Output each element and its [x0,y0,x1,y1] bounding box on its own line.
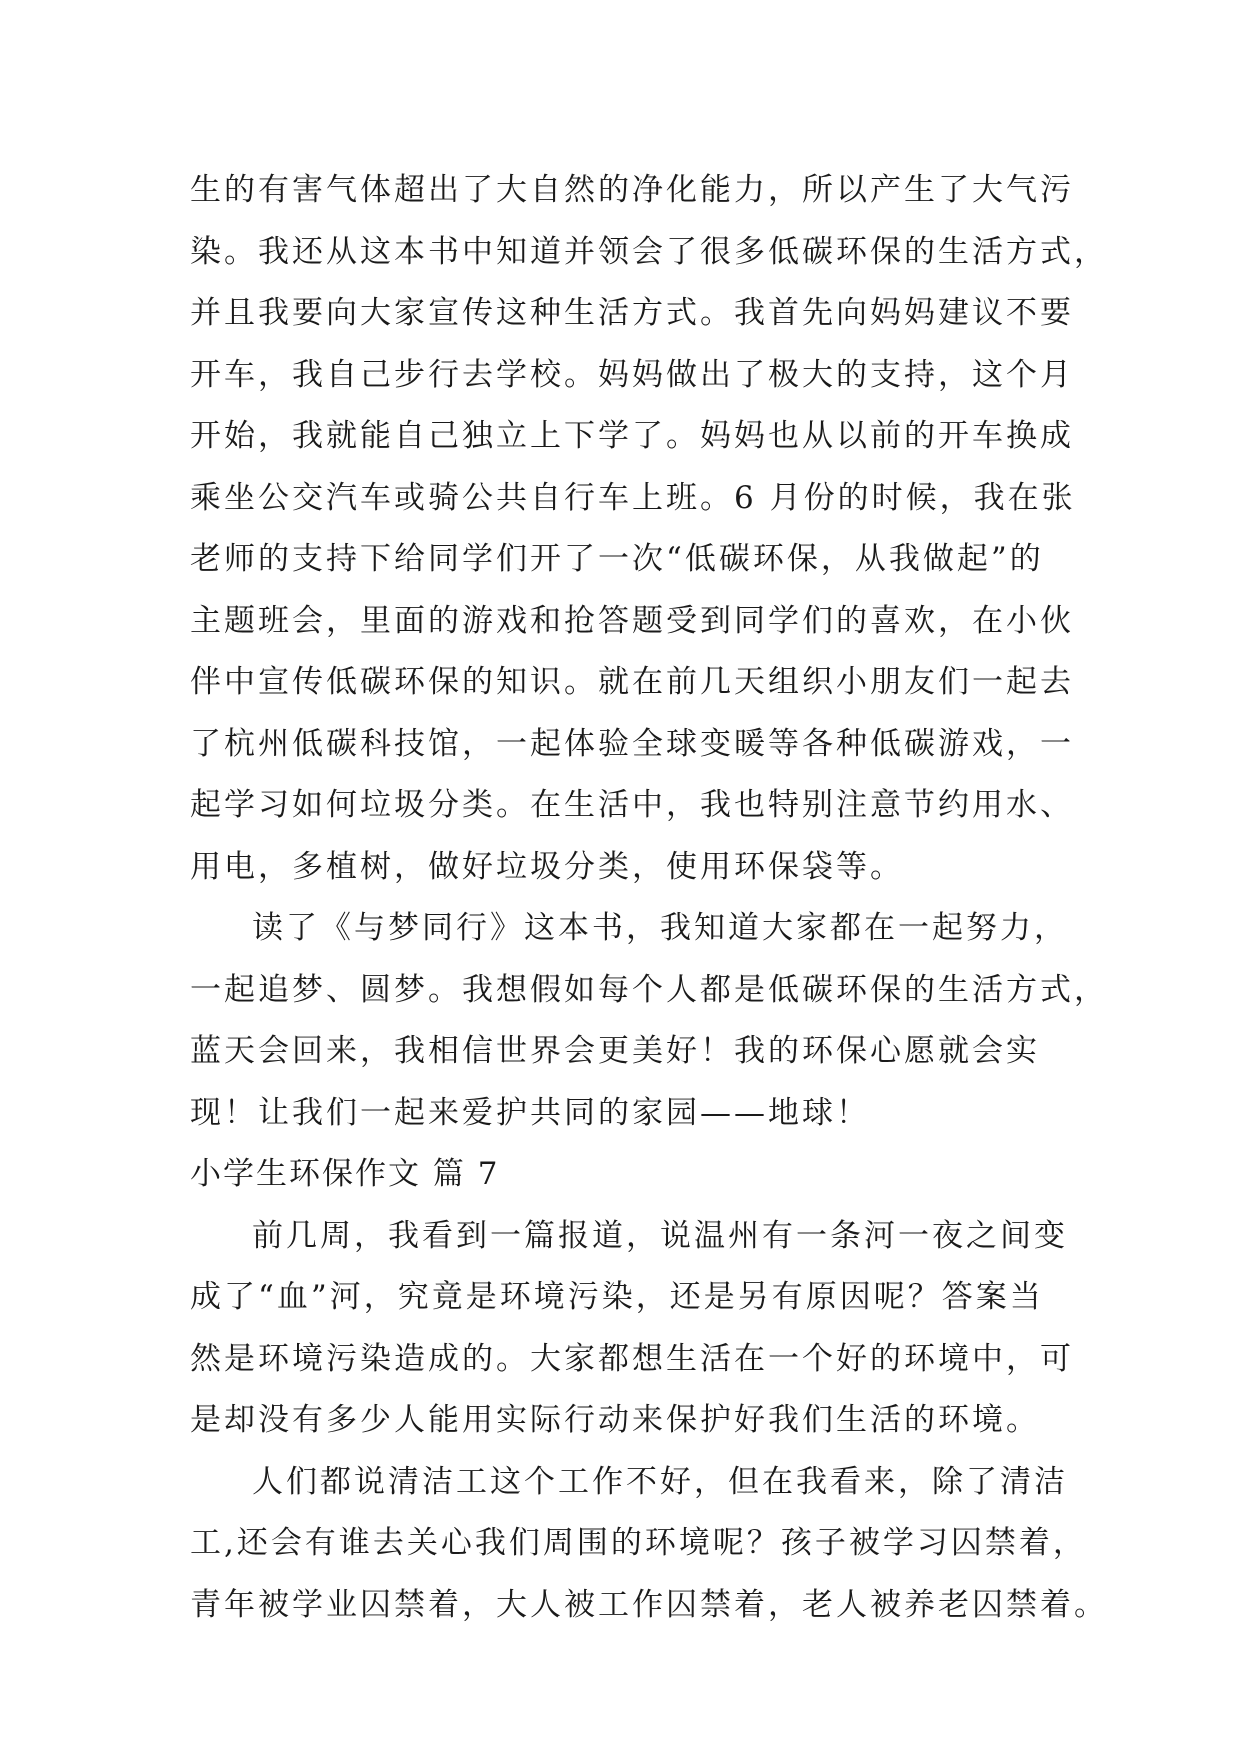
paragraph-line: 人们都说清洁工这个工作不好，但在我看来，除了清洁 [252,1463,1068,1500]
paragraph-line: 用电，多植树，做好垃圾分类，使用环保袋等。 [190,848,904,885]
paragraph-line: 开车，我自己步行去学校。妈妈做出了极大的支持，这个月 [190,356,1074,393]
paragraph-line: 染。我还从这本书中知道并领会了很多低碳环保的生活方式， [190,233,1108,270]
document-body [190,160,1108,1636]
paragraph-line: 一起追梦、圆梦。我想假如每个人都是低碳环保的生活方式， [190,971,1108,1008]
paragraph-line: 前几周，我看到一篇报道，说温州有一条河一夜之间变 [252,1217,1068,1254]
paragraph-line: 现！让我们一起来爱护共同的家园——地球！ [190,1094,870,1131]
section-heading: 小学生环保作文 篇 7 [190,1156,500,1192]
paragraph-line: 然是环境污染造成的。大家都想生活在一个好的环境中，可 [190,1340,1074,1377]
paragraph-line: 成了“血”河，究竟是环境污染，还是另有原因呢？答案当 [190,1279,1044,1315]
paragraph-line: 并且我要向大家宣传这种生活方式。我首先向妈妈建议不要 [190,295,1074,331]
paragraph-line: 开始，我就能自己独立上下学了。妈妈也从以前的开车换成 [190,418,1074,454]
paragraph-line: 乘坐公交汽车或骑公共自行车上班。6 月份的时候，我在张 [190,479,1076,516]
paragraph-line: 是却没有多少人能用实际行动来保护好我们生活的环境。 [190,1402,1040,1438]
paragraph-line: 老师的支持下给同学们开了一次“低碳环保，从我做起”的 [190,541,1044,577]
paragraph-line: 生的有害气体超出了大自然的净化能力，所以产生了大气污 [190,172,1074,208]
paragraph-line: 了杭州低碳科技馆，一起体验全球变暖等各种低碳游戏，一 [190,725,1074,762]
paragraph-line: 主题班会，里面的游戏和抢答题受到同学们的喜欢，在小伙 [190,602,1074,639]
paragraph-line: 工,还会有谁去关心我们周围的环境呢？孩子被学习囚禁着， [190,1525,1087,1561]
paragraph-line: 读了《与梦同行》这本书，我知道大家都在一起努力， [252,910,1068,946]
paragraph-line: 伴中宣传低碳环保的知识。就在前几天组织小朋友们一起去 [190,664,1074,700]
paragraph-line: 蓝天会回来，我相信世界会更美好！我的环保心愿就会实 [190,1033,1040,1069]
paragraph-line: 起学习如何垃圾分类。在生活中，我也特别注意节约用水、 [190,787,1074,823]
paragraph-line: 青年被学业囚禁着，大人被工作囚禁着，老人被养老囚禁着。 [190,1586,1108,1623]
